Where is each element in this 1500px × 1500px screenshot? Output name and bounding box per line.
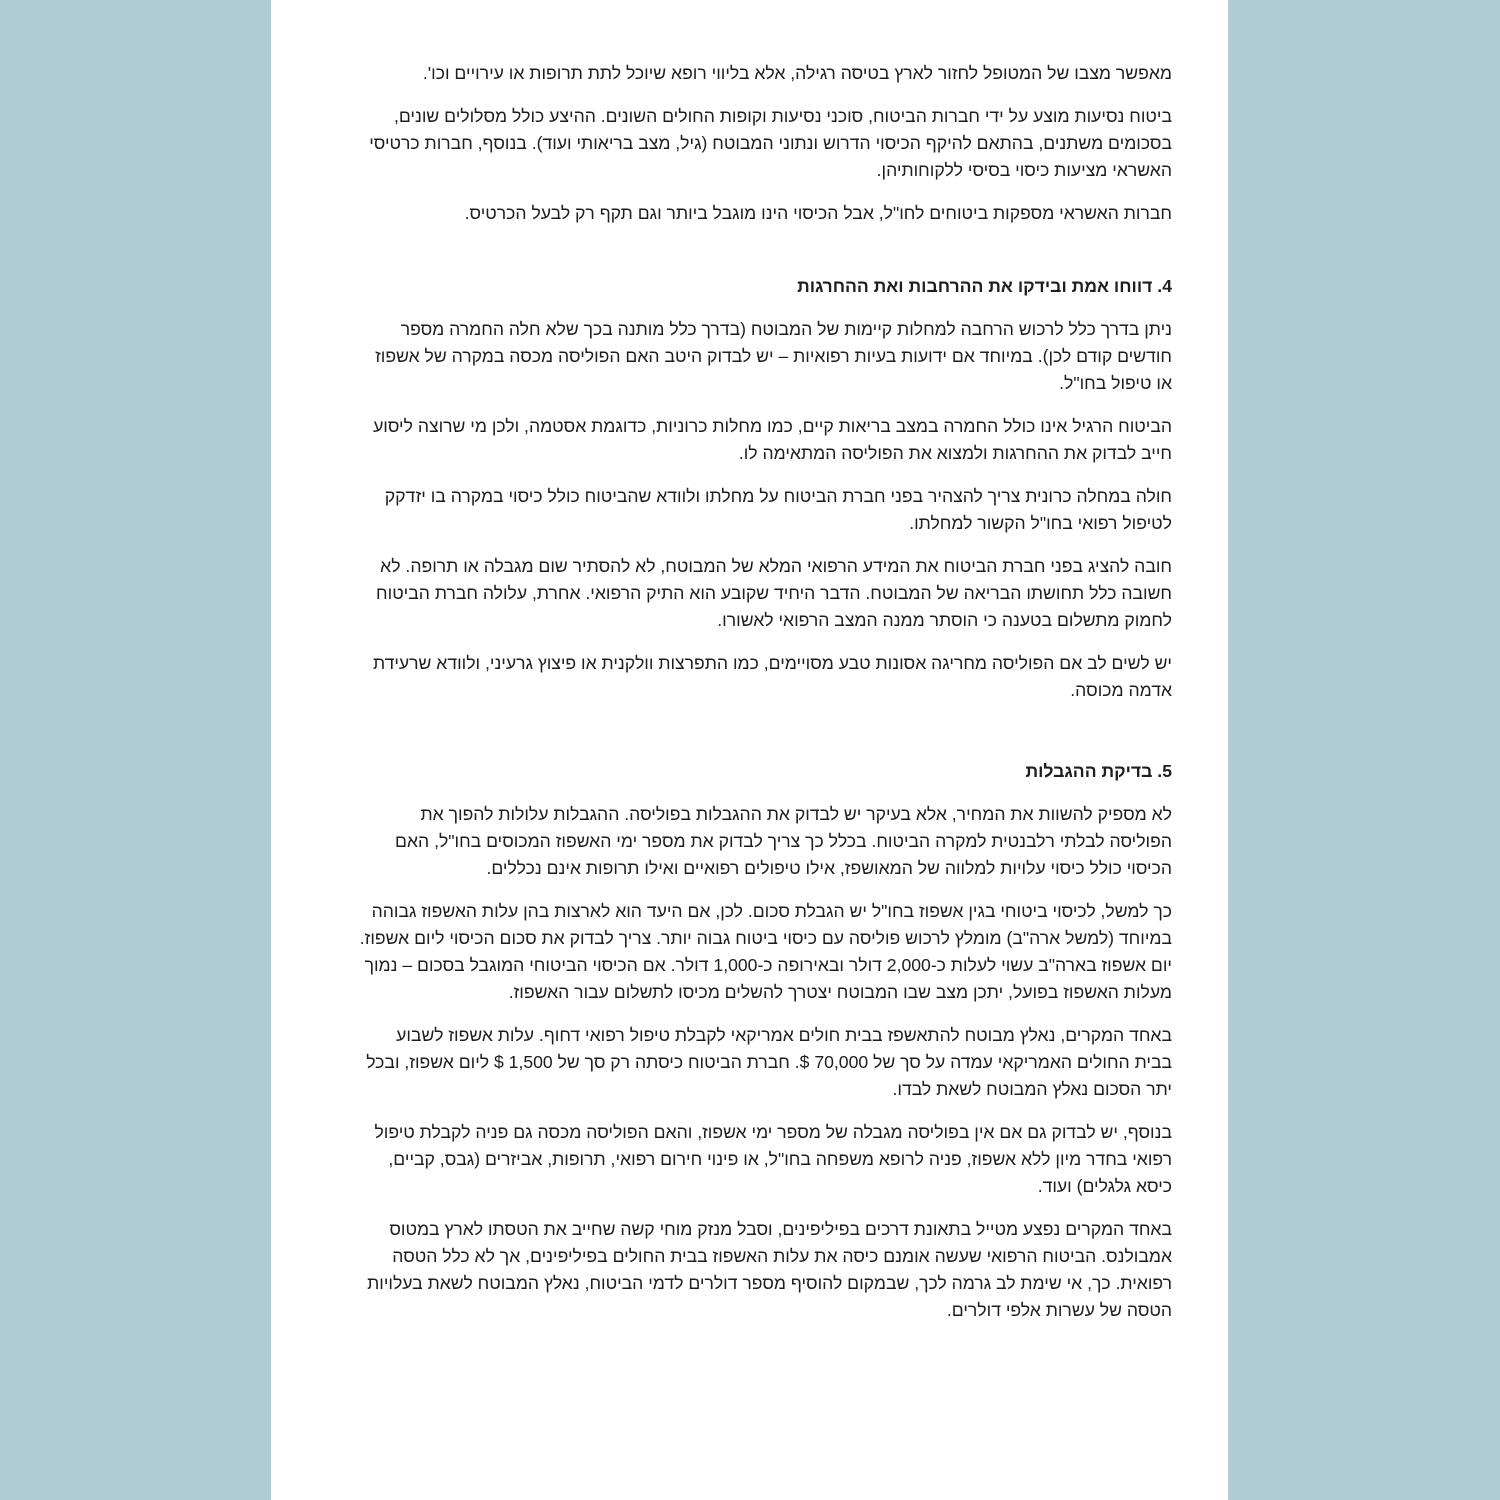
- section-4-paragraph-2: הביטוח הרגיל אינו כולל החמרה במצב בריאות קיים, כמו מחלות כרוניות, כדוגמת אסטמה, ולכן מי שרוצה ליסוע חייב לבדוק את ההחרגות ולמצוא את הפוליסה המתאימה לו.: [373, 416, 1172, 463]
- document-page: [271, 0, 1228, 1500]
- section-5-heading: 5. בדיקת ההגבלות: [1025, 761, 1172, 781]
- intro-paragraph-2: ביטוח נסיעות מוצע על ידי חברות הביטוח, סוכני נסיעות וקופות החולים השונים. ההיצע כולל מסלולים שונים, בסכומים משתנים, בהתאם להיקף הכיסוי הדרוש ונתוני המבוטח (גיל, מצב בריאותי ועוד). בנוסף, חברות כרטיסי האשראי מציעות כיסוי בסיסי ללקוחותיהן.: [369, 106, 1172, 180]
- section-5-paragraph-1: לא מספיק להשוות את המחיר, אלא בעיקר יש לבדוק את ההגבלות בפוליסה. ההגבלות עלולות להפוך את הפוליסה לבלתי רלבנטית למקרה הביטוח. בכלל כך צריך לבדוק את מספר ימי האשפוז המכוסים בחו"ל, האם הכיסוי כולל כיסוי עלויות למלווה של המאושפז, אילו טיפולים רפואיים ואילו תרופות אינם נכללים.: [395, 804, 1172, 878]
- section-5-paragraph-2: כך למשל, לכיסוי ביטוחי בגין אשפוז בחו"ל יש הגבלת סכום. לכן, אם היעד הוא לארצות בהן עלות האשפוז גבוהה במיוחד (למשל ארה"ב) מומלץ לרכוש פוליסה עם כיסוי ביטוח גבוה יותר. צריך לבדוק את סכום הכיסוי ליום אשפוז. יום אשפוז בארה"ב עשוי לעלות כ-2,000 דולר ובאירופה כ-1,000 דולר. אם הכיסוי הביטוחי המוגבל בסכום – נמוך מעלות האשפוז בפועל, יתכן מצב שבו המבוטח יצטרך להשלים מכיסו לתשלום עבור האשפוז.: [359, 901, 1172, 1002]
- intro-paragraph-1: מאפשר מצבו של המטופל לחזור לארץ בטיסה רגילה, אלא בליווי רופא שיוכל לתת תרופות או עירויים וכו'.: [422, 63, 1172, 83]
- section-4-paragraph-5: יש לשים לב אם הפוליסה מחריגה אסונות טבע מסויימים, כמו התפרצות וולקנית או פיצוץ גרעיני, ולוודא שרעידת אדמה מכוסה.: [372, 653, 1172, 700]
- intro-paragraph-3: חברות האשראי מספקות ביטוחים לחו"ל, אבל הכיסוי הינו מוגבל ביותר וגם תקף רק לבעל הכרטיס.: [464, 203, 1172, 223]
- section-4-paragraph-4: חובה להציג בפני חברת הביטוח את המידע הרפואי המלא של המבוטח, לא להסתיר שום מגבלה או תרופה. לא חשובה כלל תחושתו הבריאה של המבוטח. הדבר היחיד שקובע הוא התיק הרפואי. אחרת, עלולה חברת הביטוח לחמוק מתשלום בטענה כי הוסתר ממנה המצב הרפואי לאשורו.: [376, 556, 1172, 630]
- section-4-heading: 4. דווחו אמת ובידקו את ההרחבות ואת ההחרגות: [797, 276, 1172, 296]
- section-4-paragraph-3: חולה במחלה כרונית צריך להצהיר בפני חברת הביטוח על מחלתו ולוודא שהביטוח כולל כיסוי במקרה בו יזדקק לטיפול רפואי בחו"ל הקשור למחלתו.: [384, 486, 1172, 533]
- section-5-paragraph-3: באחד המקרים, נאלץ מבוטח להתאשפז בבית חולים אמריקאי לקבלת טיפול רפואי דחוף. עלות אשפוז לשבוע בבית החולים האמריקאי עמדה על סך של 70,000 $. חברת הביטוח כיסתה רק סך של 1,500 $ ליום אשפוז, ובכל יתר הסכום נאלץ המבוטח לשאת לבדו.: [366, 1025, 1172, 1099]
- section-4-paragraph-1: ניתן בדרך כלל לרכוש הרחבה למחלות קיימות של המבוטח (בדרך כלל מותנה בכך שלא חלה החמרה מספר חודשים קודם לכן). במיוחד אם ידועות בעיות רפואיות – יש לבדוק היטב האם הפוליסה מכסה במקרה של אשפוז או טיפול בחו"ל.: [375, 319, 1172, 393]
- document-body: [359, 60, 1172, 1324]
- section-5-paragraph-4: בנוסף, יש לבדוק גם אם אין בפוליסה מגבלה של מספר ימי אשפוז, והאם הפוליסה מכסה גם פניה לקבלת טיפול רפואי בחדר מיון ללא אשפוז, פניה לרופא משפחה בחו"ל, או פינוי חירום רפואי, תרופות, אביזרים (גבס, קביים, כיסא גלגלים) ועוד.: [374, 1122, 1172, 1196]
- section-5-paragraph-5: באחד המקרים נפצע מטייל בתאונת דרכים בפיליפינים, וסבל מנזק מוחי קשה שחייב את הטסתו לארץ במטוס אמבולנס. הביטוח הרפואי שעשה אומנם כיסה את עלות האשפוז בבית החולים בפיליפינים, אך לא כלל הטסה רפואית. כך, אי שימת לב גרמה לכך, שבמקום להוסיף מספר דולרים לדמי הביטוח, נאלץ המבוטח לשאת בעלויות הטסה של עשרות אלפי דולרים.: [367, 1219, 1172, 1320]
